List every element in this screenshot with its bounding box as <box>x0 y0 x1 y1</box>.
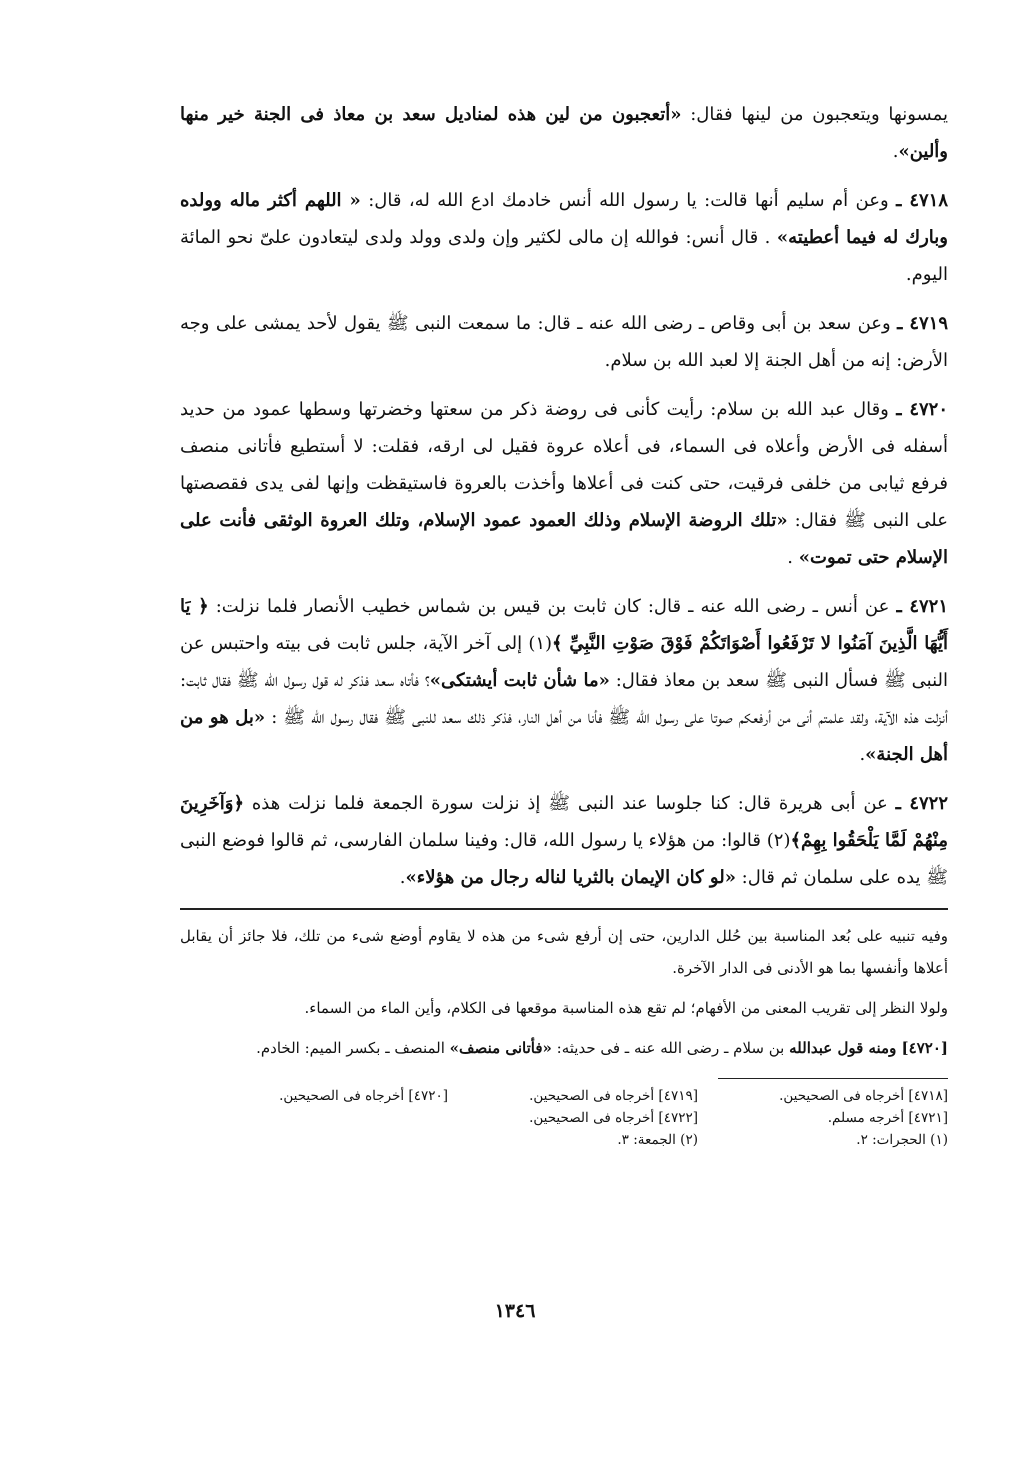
text-segment: يمسونها ويتعجبون من لينها فقال: <box>681 104 948 125</box>
commentary-section <box>180 920 948 1064</box>
text-segment: وعن أم سليم أنها قالت: يا رسول الله أنس خادمك ادع الله له، قال: <box>360 190 897 211</box>
book-page <box>180 96 948 1346</box>
hadith-number: ٤٧٢١ ـ <box>896 596 948 617</box>
hadith-number: ٤٧١٩ ـ <box>897 313 948 334</box>
emphasized-text: «بل هو من أهل الجنة» <box>180 707 948 765</box>
emphasized-text: [٤٧٢٠] ومنه قول عبدالله <box>789 1039 948 1057</box>
text-segment: . <box>399 867 406 888</box>
hadith-number: ٤٧٢٢ ـ <box>895 793 949 814</box>
emphasized-text: ﴿وَآخَرِينَ مِنْهُمْ لَمَّا يَلْحَقُوا بِهِمْ﴾ <box>180 793 948 851</box>
emphasized-text: « اللهم أكثر ماله وولده وبارك له فيما أعطيته» <box>180 190 948 248</box>
text-segment: . <box>787 547 799 568</box>
text-segment: ؟ فأتاه سعد فذكر له قول رسول الله ﷺ فقال ثابت: أنزلت هذه الآية، ولقد علمتم أنى من أرفعكم صوتا على رسول الله ﷺ فأنا من أهل النار، فذكر ذلك سعد للنبى ﷺ فقال رسول الله ﷺ : <box>180 670 948 728</box>
text-segment: (١) إلى آخر الآية، جلس ثابت فى بيته واحتبس عن النبى ﷺ فسأل النبى ﷺ سعد بن معاذ فقال: <box>180 633 948 691</box>
text-segment: وفيه تنبيه على بُعد المناسبة بين حُلل الدارين، حتى إن أرفع شىء من هذه لا يقاوم أوضع شىء من تلك، فلا جائز أن يقابل أعلاها وأنفسها بما هو الأدنى فى الدار الآخرة. <box>180 927 948 977</box>
footnotes-section <box>180 1078 948 1151</box>
commentary-divider <box>180 908 948 910</box>
footnote-entry: [٤٧٢٠] أخرجاه فى الصحيحين. <box>279 1088 448 1104</box>
hadith-paragraph <box>180 182 948 293</box>
hadith-number: ٤٧١٨ ـ <box>896 190 949 211</box>
emphasized-text: «تلك الروضة الإسلام وذلك العمود عمود الإسلام، وتلك العروة الوثقى فأنت على الإسلام حتى تموت» <box>180 510 948 568</box>
footnote-entry: [٤٧١٩] أخرجاه فى الصحيحين. <box>529 1088 698 1104</box>
text-segment: . قال أنس: فوالله إن مالى لكثير وإن ولدى وولد ولدى ليتعادون علىّ نحو المائة اليوم. <box>180 227 948 285</box>
hadith-paragraph <box>180 96 948 170</box>
text-segment: عن أنس ـ رضى الله عنه ـ قال: كان ثابت بن قيس بن شماس خطيب الأنصار فلما نزلت: <box>208 596 897 617</box>
emphasized-text: «ما شأن ثابت أيشتكى» <box>429 670 610 691</box>
hadith-number: ٤٧٢٠ ـ <box>896 399 948 420</box>
footnote-entry: [٤٧١٨] أخرجاه فى الصحيحين. <box>779 1088 948 1104</box>
footnote-entry: [٤٧٢٢] أخرجاه فى الصحيحين. <box>529 1110 698 1126</box>
hadith-paragraph <box>180 391 948 576</box>
text-segment: عن أبى هريرة قال: كنا جلوسا عند النبى ﷺ إذ نزلت سورة الجمعة فلما نزلت هذه <box>244 793 896 814</box>
footnote-entry <box>188 1107 448 1129</box>
commentary-paragraph <box>180 992 948 1024</box>
footnote-grid <box>180 1085 948 1151</box>
commentary-paragraph <box>180 920 948 984</box>
text-segment: وقال عبد الله بن سلام: رأيت كأنى فى روضة ذكر من سعتها وخضرتها وسطها عمود من حديد أسفله فى الأرض وأعلاه فى السماء، فى أعلاه عروة فقيل لى ارقه، فقلت: لا أستطيع فأتانى منصف فرفع ثيابى من خلفى فرقيت، حتى كنت فى أعلاها وأخذت بالعروة فاستيقظت وإنها لفى يدى فقصصتها على النبى ﷺ فقال: <box>180 399 948 531</box>
footnote-entry: [٤٧٢١] أخرجه مسلم. <box>827 1110 948 1126</box>
footnote-entry: (٢) الجمعة: ٣. <box>617 1132 698 1148</box>
commentary-paragraph <box>180 1032 948 1064</box>
hadith-paragraph <box>180 305 948 379</box>
text-segment: (٢) قالوا: من هؤلاء يا رسول الله، قال: وفينا سلمان الفارسى، ثم قالوا فوضع النبى ﷺ يده على سلمان ثم قال: <box>180 830 948 888</box>
text-segment: وعن سعد بن أبى وقاص ـ رضى الله عنه ـ قال: ما سمعت النبى ﷺ يقول لأحد يمشى على وجه الأرض: إنه من أهل الجنة إلا لعبد الله بن سلام. <box>180 313 948 371</box>
hadith-paragraph <box>180 785 948 896</box>
page-number: ١٣٤٦ <box>494 1300 536 1322</box>
text-segment: . <box>859 744 866 765</box>
text-segment: . <box>892 141 899 162</box>
hadith-paragraph <box>180 588 948 773</box>
text-segment: ولولا النظر إلى تقريب المعنى من الأفهام؛ لم تقع هذه المناسبة موقعها فى الكلام، وأين الماء من السماء. <box>304 999 948 1017</box>
footnote-entry <box>188 1129 448 1151</box>
emphasized-text: «لو كان الإيمان بالثريا لناله رجال من هؤلاء» <box>405 867 736 888</box>
emphasized-text: «فأتانى منصف» <box>449 1039 552 1057</box>
main-text <box>180 96 948 896</box>
text-segment: المنصف ـ بكسر الميم: الخادم. <box>256 1039 450 1057</box>
footnote-divider <box>718 1078 948 1079</box>
footnote-entry: (١) الحجرات: ٢. <box>856 1132 948 1148</box>
emphasized-text: «أتعجبون من لين هذه لمناديل سعد بن معاذ فى الجنة خير منها وألين» <box>180 104 948 162</box>
emphasized-text: ﴿ يَا أَيُّهَا الَّذِينَ آمَنُوا لا تَرْفَعُوا أَصْوَاتَكُمْ فَوْقَ صَوْتِ النَّبِيِّ ﴾ <box>180 596 948 654</box>
text-segment: بن سلام ـ رضى الله عنه ـ فى حديثه: <box>551 1039 790 1057</box>
